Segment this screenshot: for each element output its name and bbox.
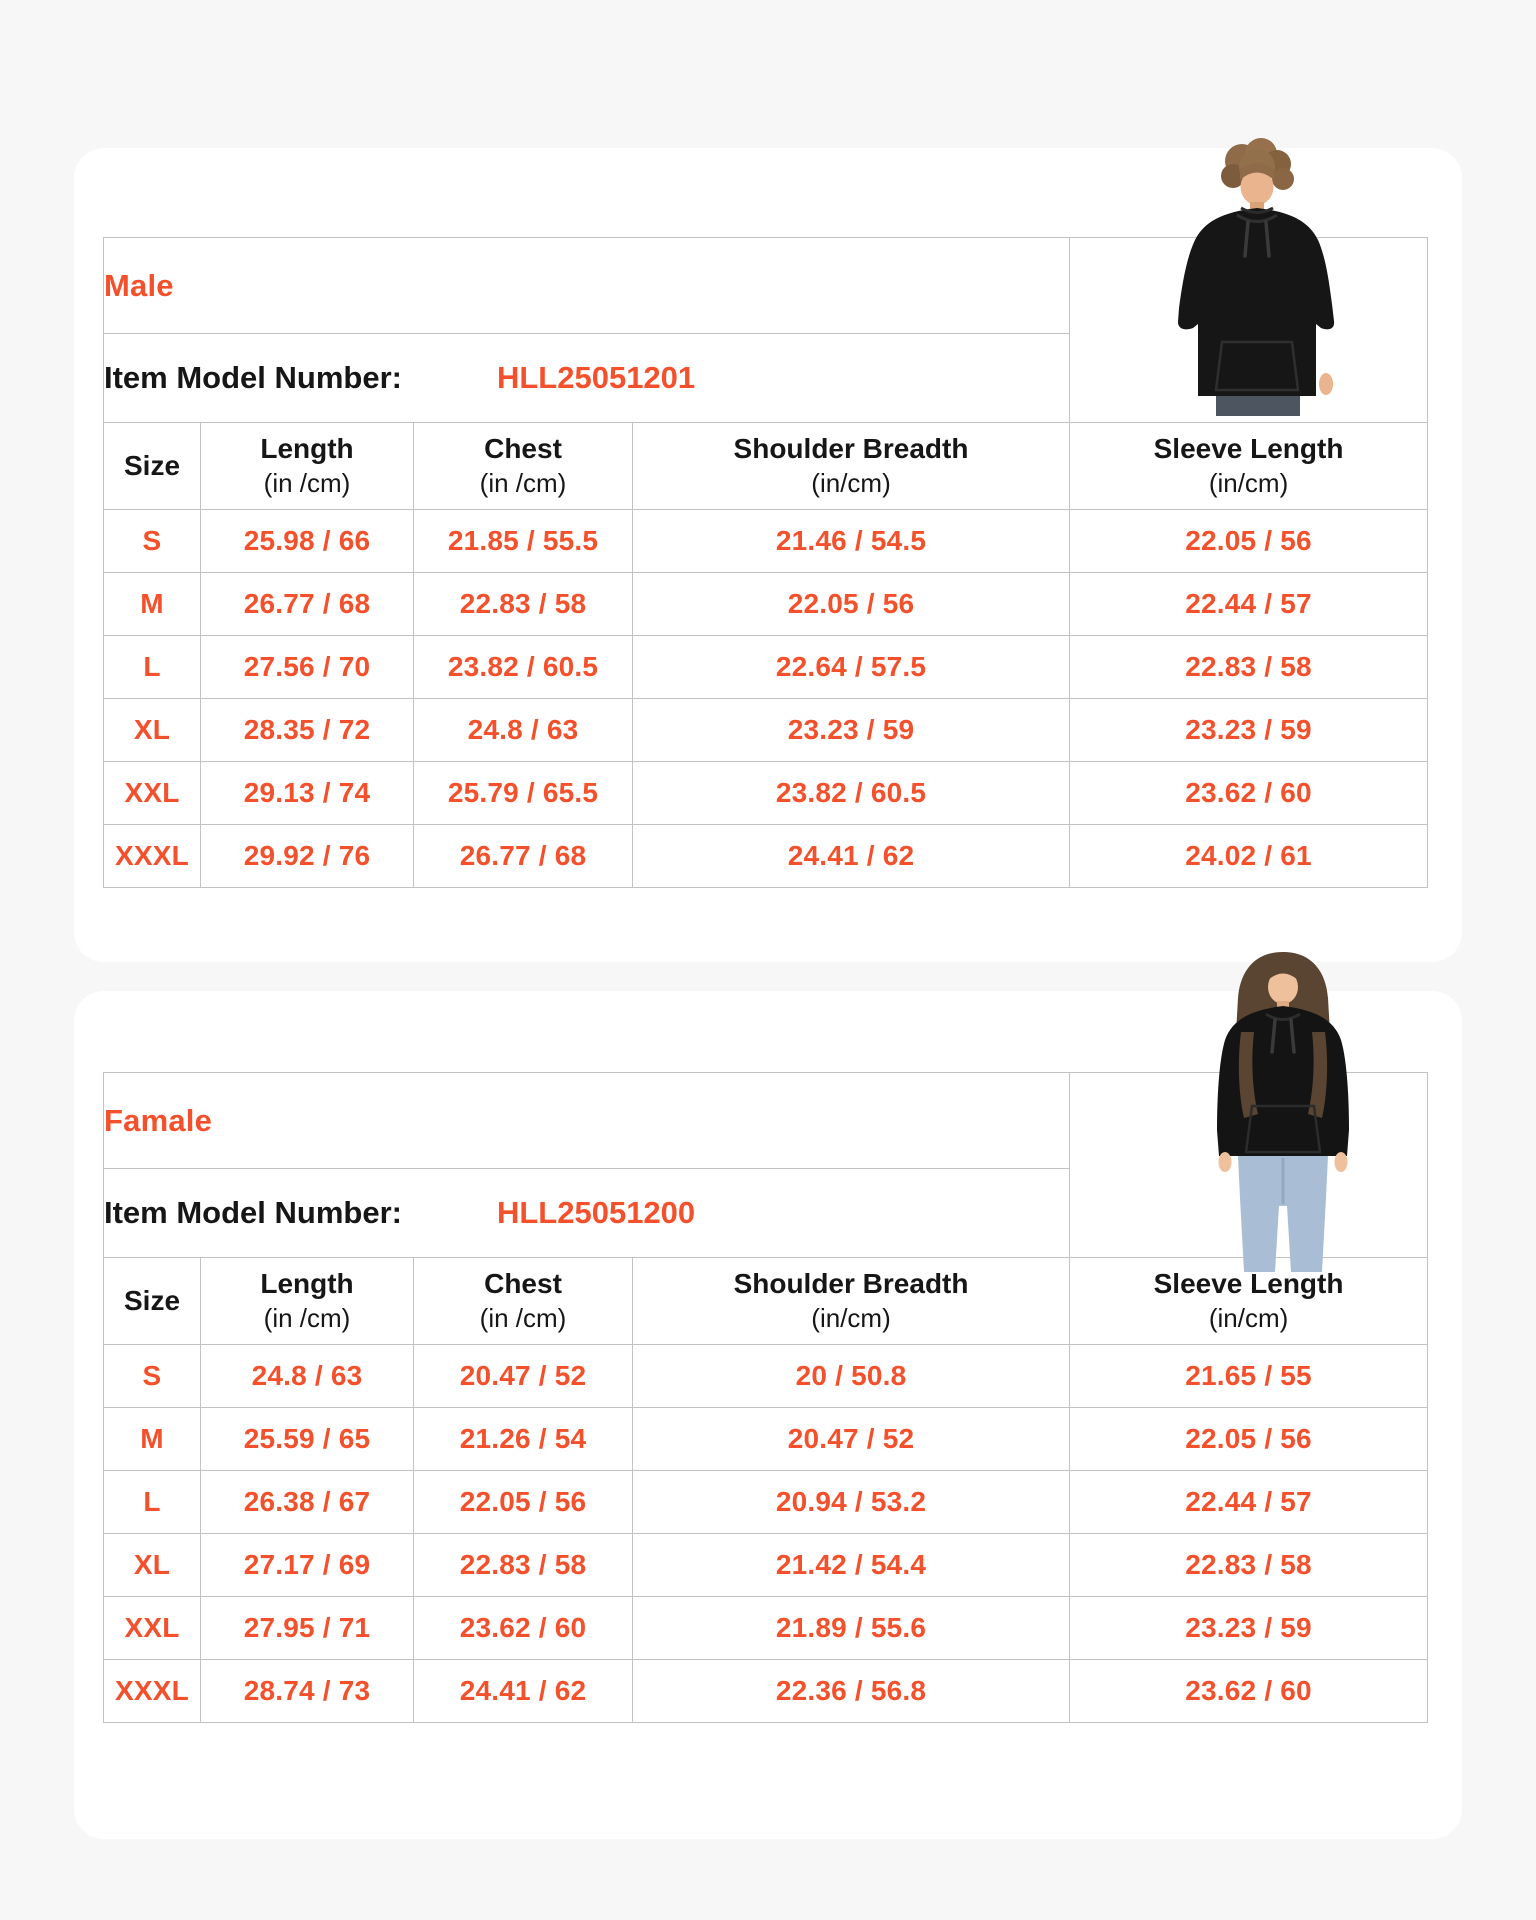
measurement-value: 21.46 / 54.5 <box>633 510 1070 573</box>
measurement-value: 25.79 / 65.5 <box>414 762 633 825</box>
measurement-value: 27.95 / 71 <box>201 1597 414 1660</box>
hand <box>1335 1152 1348 1172</box>
size-label: XXXL <box>104 825 201 888</box>
size-row <box>104 510 1428 573</box>
measurement-value: 22.83 / 58 <box>414 1534 633 1597</box>
measurement-value: 22.44 / 57 <box>1070 573 1428 636</box>
size-row <box>104 825 1428 888</box>
measurement-value: 21.85 / 55.5 <box>414 510 633 573</box>
measurement-value: 23.82 / 60.5 <box>414 636 633 699</box>
size-row <box>104 1534 1428 1597</box>
size-row <box>104 1660 1428 1723</box>
size-row <box>104 1471 1428 1534</box>
size-label: L <box>104 636 201 699</box>
column-header: Shoulder Breadth (in/cm) <box>633 1258 1070 1345</box>
measurement-value: 25.98 / 66 <box>201 510 414 573</box>
size-row <box>104 1408 1428 1471</box>
gender-label: Famale <box>104 1102 213 1138</box>
size-label: S <box>104 1345 201 1408</box>
measurement-value: 28.35 / 72 <box>201 699 414 762</box>
measurement-value: 22.44 / 57 <box>1070 1471 1428 1534</box>
column-header: Length (in /cm) <box>201 423 414 510</box>
measurement-value: 22.05 / 56 <box>414 1471 633 1534</box>
measurement-value: 20.94 / 53.2 <box>633 1471 1070 1534</box>
measurement-value: 24.8 / 63 <box>414 699 633 762</box>
size-label: M <box>104 573 201 636</box>
measurement-value: 22.83 / 58 <box>1070 1534 1428 1597</box>
size-row <box>104 1597 1428 1660</box>
hand <box>1219 1152 1232 1172</box>
measurement-value: 23.62 / 60 <box>1070 1660 1428 1723</box>
size-label: S <box>104 510 201 573</box>
measurement-value: 22.05 / 56 <box>1070 510 1428 573</box>
column-header: Shoulder Breadth (in/cm) <box>633 423 1070 510</box>
model-number-cell <box>104 1169 1070 1258</box>
size-label: XXL <box>104 762 201 825</box>
measurement-value: 23.62 / 60 <box>1070 762 1428 825</box>
measurement-value: 26.77 / 68 <box>201 573 414 636</box>
measurement-value: 28.74 / 73 <box>201 1660 414 1723</box>
measurement-value: 22.05 / 56 <box>633 573 1070 636</box>
gender-cell <box>104 238 1070 334</box>
size-row <box>104 573 1428 636</box>
column-header: Length (in /cm) <box>201 1258 414 1345</box>
model-number-cell <box>104 334 1070 423</box>
size-label: M <box>104 1408 201 1471</box>
size-row <box>104 636 1428 699</box>
female-model-photo <box>1194 946 1372 1272</box>
measurement-value: 24.8 / 63 <box>201 1345 414 1408</box>
measurement-value: 22.64 / 57.5 <box>633 636 1070 699</box>
column-header: Sleeve Length (in/cm) <box>1070 1258 1428 1345</box>
male-size-chart-card <box>74 148 1462 962</box>
size-row <box>104 1345 1428 1408</box>
measurement-value: 24.41 / 62 <box>414 1660 633 1723</box>
measurement-value: 21.89 / 55.6 <box>633 1597 1070 1660</box>
measurement-value: 22.05 / 56 <box>1070 1408 1428 1471</box>
model-number-label: Item Model Number: <box>104 1195 402 1230</box>
model-number-label: Item Model Number: <box>104 360 402 395</box>
measurement-value: 21.26 / 54 <box>414 1408 633 1471</box>
gender-label: Male <box>104 267 174 303</box>
measurement-value: 22.36 / 56.8 <box>633 1660 1070 1723</box>
female-size-chart-card <box>74 991 1462 1839</box>
measurement-value: 24.02 / 61 <box>1070 825 1428 888</box>
measurement-value: 23.23 / 59 <box>1070 699 1428 762</box>
black-hoodie <box>1217 1006 1349 1156</box>
size-label: XXL <box>104 1597 201 1660</box>
measurement-value: 20.47 / 52 <box>633 1408 1070 1471</box>
measurement-value: 24.41 / 62 <box>633 825 1070 888</box>
measurement-value: 27.56 / 70 <box>201 636 414 699</box>
measurement-value: 22.83 / 58 <box>414 573 633 636</box>
measurement-value: 20.47 / 52 <box>414 1345 633 1408</box>
size-label: XXXL <box>104 1660 201 1723</box>
measurement-value: 23.23 / 59 <box>633 699 1070 762</box>
measurement-value: 21.42 / 54.4 <box>633 1534 1070 1597</box>
hand <box>1319 373 1333 395</box>
measurement-value: 22.83 / 58 <box>1070 636 1428 699</box>
measurement-value: 26.38 / 67 <box>201 1471 414 1534</box>
measurement-value: 27.17 / 69 <box>201 1534 414 1597</box>
measurement-value: 29.13 / 74 <box>201 762 414 825</box>
measurement-value: 25.59 / 65 <box>201 1408 414 1471</box>
measurement-value: 23.23 / 59 <box>1070 1597 1428 1660</box>
size-label: L <box>104 1471 201 1534</box>
male-model-photo <box>1160 134 1350 416</box>
measurement-value: 26.77 / 68 <box>414 825 633 888</box>
measurement-value: 21.65 / 55 <box>1070 1345 1428 1408</box>
measurement-value: 20 / 50.8 <box>633 1345 1070 1408</box>
measurement-value: 29.92 / 76 <box>201 825 414 888</box>
column-header: Sleeve Length (in/cm) <box>1070 423 1428 510</box>
column-header: Chest (in /cm) <box>414 423 633 510</box>
column-header-row <box>104 423 1428 510</box>
column-header: Chest (in /cm) <box>414 1258 633 1345</box>
size-row <box>104 699 1428 762</box>
column-header: Size <box>104 423 201 510</box>
column-header: Size <box>104 1258 201 1345</box>
size-label: XL <box>104 699 201 762</box>
measurement-value: 23.82 / 60.5 <box>633 762 1070 825</box>
model-number-value: HLL25051201 <box>496 360 696 395</box>
measurement-value: 23.62 / 60 <box>414 1597 633 1660</box>
size-row <box>104 762 1428 825</box>
gender-cell <box>104 1073 1070 1169</box>
model-number-value: HLL25051200 <box>496 1195 696 1230</box>
size-label: XL <box>104 1534 201 1597</box>
black-hoodie <box>1178 208 1334 396</box>
pants <box>1216 396 1300 416</box>
